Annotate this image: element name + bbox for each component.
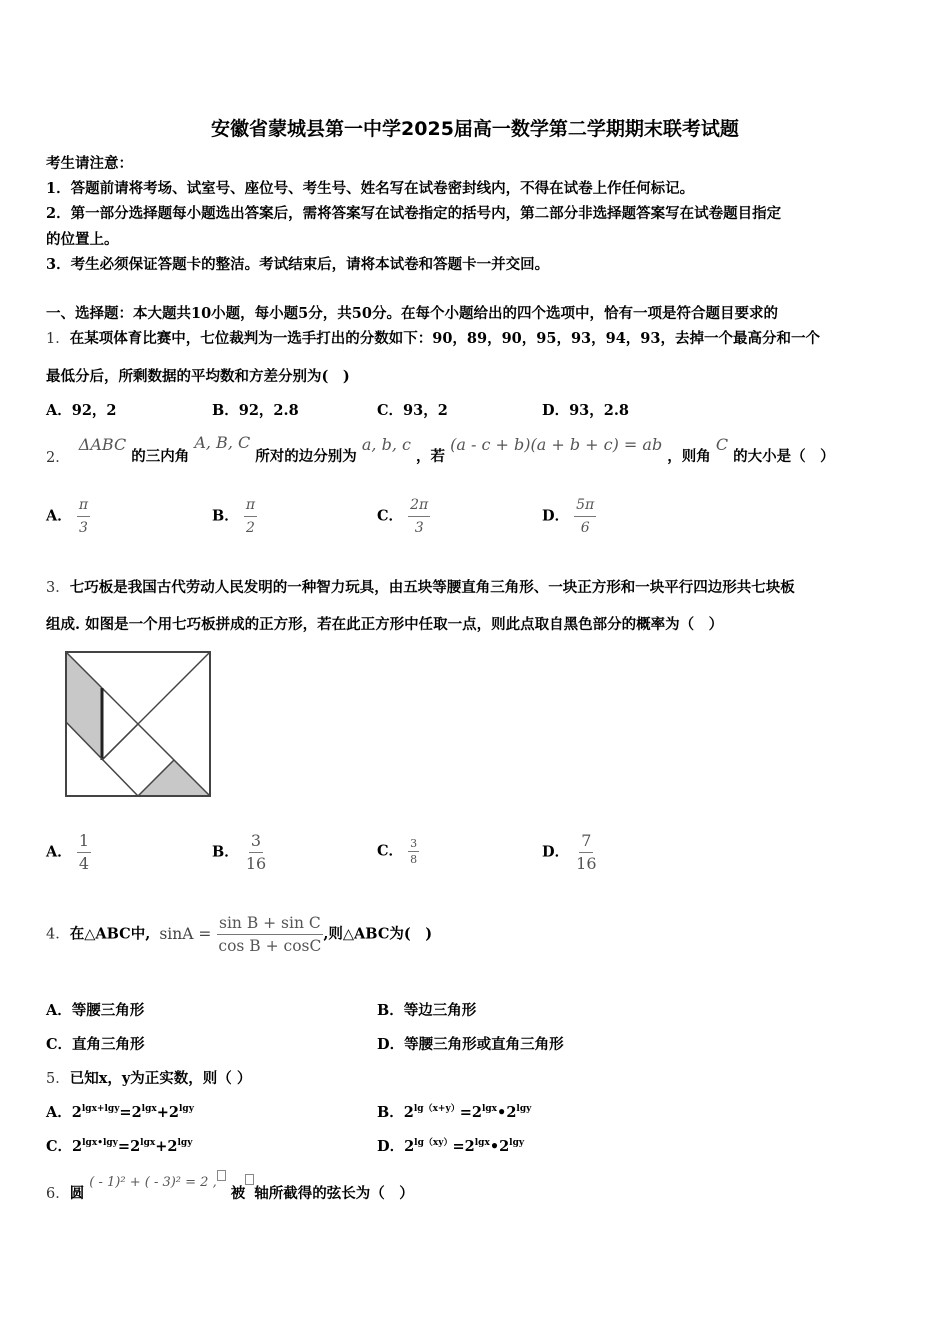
question-number: 4． <box>46 926 70 943</box>
option-c: C．93，2 <box>377 402 448 419</box>
page-title: 安徽省蒙城县第一中学2025届高一数学第二学期期末联考试题 <box>211 118 739 140</box>
math-sides: a, b, c <box>361 435 411 454</box>
question-3-line2: 组成. 如图是一个用七巧板拼成的正方形，若在此正方形中任取一点，则此点取自黑色部分的概率为（ ） <box>46 616 724 633</box>
question-text: 被 <box>230 1185 246 1202</box>
equals: =2 <box>459 1104 482 1121</box>
denominator: 4 <box>78 854 90 873</box>
option-c <box>46 1135 192 1156</box>
exponent: lgy <box>516 1104 532 1115</box>
numerator: 2π <box>408 494 430 517</box>
question-3 <box>46 576 795 597</box>
base: 2 <box>72 1138 83 1155</box>
denominator: 16 <box>245 854 267 873</box>
question-4 <box>46 912 432 957</box>
shaded-triangle <box>138 760 210 796</box>
question-1-line2: 最低分后，所剩数据的平均数和方差分别为( ) <box>46 368 350 385</box>
question-text: 在某项体育比赛中，七位裁判为一选手打出的分数如下：90，89，90，95，93，94，93，去掉一个最高分和一个 <box>69 330 820 347</box>
option-b: B．92，2.8 <box>212 402 299 419</box>
exponent: lg（x+y） <box>413 1104 460 1115</box>
math-angle-c: C <box>715 435 729 454</box>
notice-item: 的位置上。 <box>46 231 119 248</box>
option-c: C．直角三角形 <box>46 1036 145 1053</box>
question-number: 6． <box>46 1186 70 1202</box>
option-fraction <box>77 494 90 539</box>
option-label: B． <box>212 843 239 861</box>
denominator: 16 <box>576 854 597 873</box>
exponent: lgy <box>179 1104 194 1115</box>
question-number: 1． <box>46 331 70 347</box>
denominator: 8 <box>410 853 418 866</box>
placeholder-icon <box>217 1170 226 1181</box>
numerator: 5π <box>574 494 596 517</box>
math-lhs: sinA = <box>159 924 212 943</box>
exponent: lgx <box>481 1104 498 1115</box>
question-text: ，若 <box>416 448 446 465</box>
option-a: A．92，2 <box>46 402 117 419</box>
option-fraction <box>244 494 257 539</box>
notice-heading: 考生请注意： <box>46 155 133 172</box>
option-fraction <box>77 830 91 875</box>
question-text: 已知x，y为正实数，则（ ） <box>69 1070 252 1087</box>
option-b: B．等边三角形 <box>377 1002 477 1019</box>
option-d <box>542 830 599 875</box>
denominator: 6 <box>580 520 590 536</box>
notice-item: 1．答题前请将考场、试室号、座位号、考生号、姓名写在试卷密封线内，不得在试卷上作任何标记。 <box>46 180 695 197</box>
exponent: lgx•lgy <box>82 1138 118 1149</box>
option-c <box>377 494 430 539</box>
exponent: lgy <box>177 1138 193 1149</box>
question-text: 的三内角 <box>131 448 190 465</box>
option-c <box>377 836 419 867</box>
option-label: A． <box>46 1104 72 1121</box>
base: 2 <box>403 1104 414 1121</box>
denominator: cos B + cosC <box>218 937 322 955</box>
question-6 <box>46 1170 414 1204</box>
question-number: 3． <box>46 580 70 596</box>
math-circle-equation: ( - 1)² + ( - 3)² = 2 , <box>89 1175 217 1190</box>
question-text: 在△ABC中, <box>69 925 151 943</box>
exponent: lg（xy） <box>414 1138 453 1149</box>
question-number: 5． <box>46 1071 70 1087</box>
option-label: A． <box>46 843 72 861</box>
question-1 <box>46 327 820 348</box>
question-number: 2． <box>46 450 70 466</box>
numerator: 3 <box>249 830 263 853</box>
option-label: B． <box>377 1104 404 1121</box>
option-a <box>46 494 90 539</box>
numerator: π <box>77 494 90 517</box>
numerator: sin B + sin C <box>217 912 323 935</box>
tangram-figure <box>62 648 216 800</box>
option-d: D．93，2.8 <box>542 402 629 419</box>
question-text: 圆 <box>69 1185 85 1202</box>
question-text: 轴所截得的弦长为（ ） <box>254 1185 414 1202</box>
operator: +2 <box>155 1138 178 1155</box>
option-label: A． <box>46 507 72 525</box>
question-5 <box>46 1067 251 1088</box>
option-label: B． <box>212 507 239 525</box>
exponent: lgy <box>509 1138 525 1149</box>
option-label: D． <box>542 843 570 861</box>
equals: =2 <box>119 1104 142 1121</box>
option-a <box>46 1101 194 1122</box>
numerator: 3 <box>410 837 418 850</box>
exponent: lgx <box>141 1104 157 1115</box>
option-label: C． <box>377 842 404 860</box>
option-b <box>212 830 268 875</box>
denominator: 3 <box>414 520 424 536</box>
notice-item: 3．考生必须保证答题卡的整洁。考试结束后，请将本试卷和答题卡一并交回。 <box>46 256 550 273</box>
option-b <box>377 1101 531 1122</box>
placeholder-icon <box>245 1174 254 1185</box>
base: 2 <box>71 1104 82 1121</box>
math-condition: (a - c + b)(a + b + c) = ab <box>450 435 663 454</box>
math-triangle: ΔABC <box>78 435 127 454</box>
numerator: π <box>244 494 257 517</box>
section-heading: 一、选择题：本大题共10小题，每小题5分，共50分。在每个小题给出的四个选项中，恰有一项是符合题目要求的 <box>46 305 778 322</box>
option-fraction <box>244 830 268 875</box>
shaded-parallelogram <box>66 652 102 758</box>
option-d <box>377 1135 524 1156</box>
exponent: lgx <box>474 1138 490 1149</box>
question-text: 所对的边分别为 <box>255 448 357 465</box>
equals: =2 <box>452 1138 475 1155</box>
math-angles: A, B, C <box>194 433 251 452</box>
question-text: ,则△ABC为( ) <box>323 925 433 943</box>
option-d: D．等腰三角形或直角三角形 <box>377 1036 564 1053</box>
option-label: D． <box>542 507 570 525</box>
equals: =2 <box>117 1138 141 1155</box>
operator: +2 <box>156 1104 179 1121</box>
option-d <box>542 494 596 539</box>
operator: •2 <box>489 1138 510 1155</box>
option-label: C． <box>46 1138 73 1155</box>
option-label: D． <box>377 1138 405 1155</box>
option-b <box>212 494 257 539</box>
question-text: 七巧板是我国古代劳动人民发明的一种智力玩具，由五块等腰直角三角形、一块正方形和一块平行四边形共七块板 <box>69 579 795 596</box>
base: 2 <box>404 1138 415 1155</box>
question-text: ，则角 <box>667 448 711 465</box>
exponent: lgx+lgy <box>81 1104 120 1115</box>
option-a: A．等腰三角形 <box>46 1002 145 1019</box>
option-a <box>46 830 91 875</box>
numerator: 1 <box>77 830 91 853</box>
operator: •2 <box>497 1104 517 1121</box>
option-fraction <box>574 494 596 539</box>
denominator: 2 <box>245 520 255 536</box>
denominator: 3 <box>78 520 88 536</box>
option-label: C． <box>377 507 404 525</box>
math-fraction <box>216 912 323 957</box>
notice-item: 2．第一部分选择题每小题选出答案后，需将答案写在试卷指定的括号内，第二部分非选择题答案写在试卷题目指定 <box>46 205 782 222</box>
option-fraction <box>408 494 430 539</box>
exponent: lgx <box>140 1138 156 1149</box>
option-fraction <box>574 830 598 875</box>
question-2 <box>46 434 835 474</box>
option-fraction <box>408 836 419 867</box>
question-text: 的大小是（ ） <box>733 448 835 465</box>
numerator: 7 <box>579 830 593 853</box>
